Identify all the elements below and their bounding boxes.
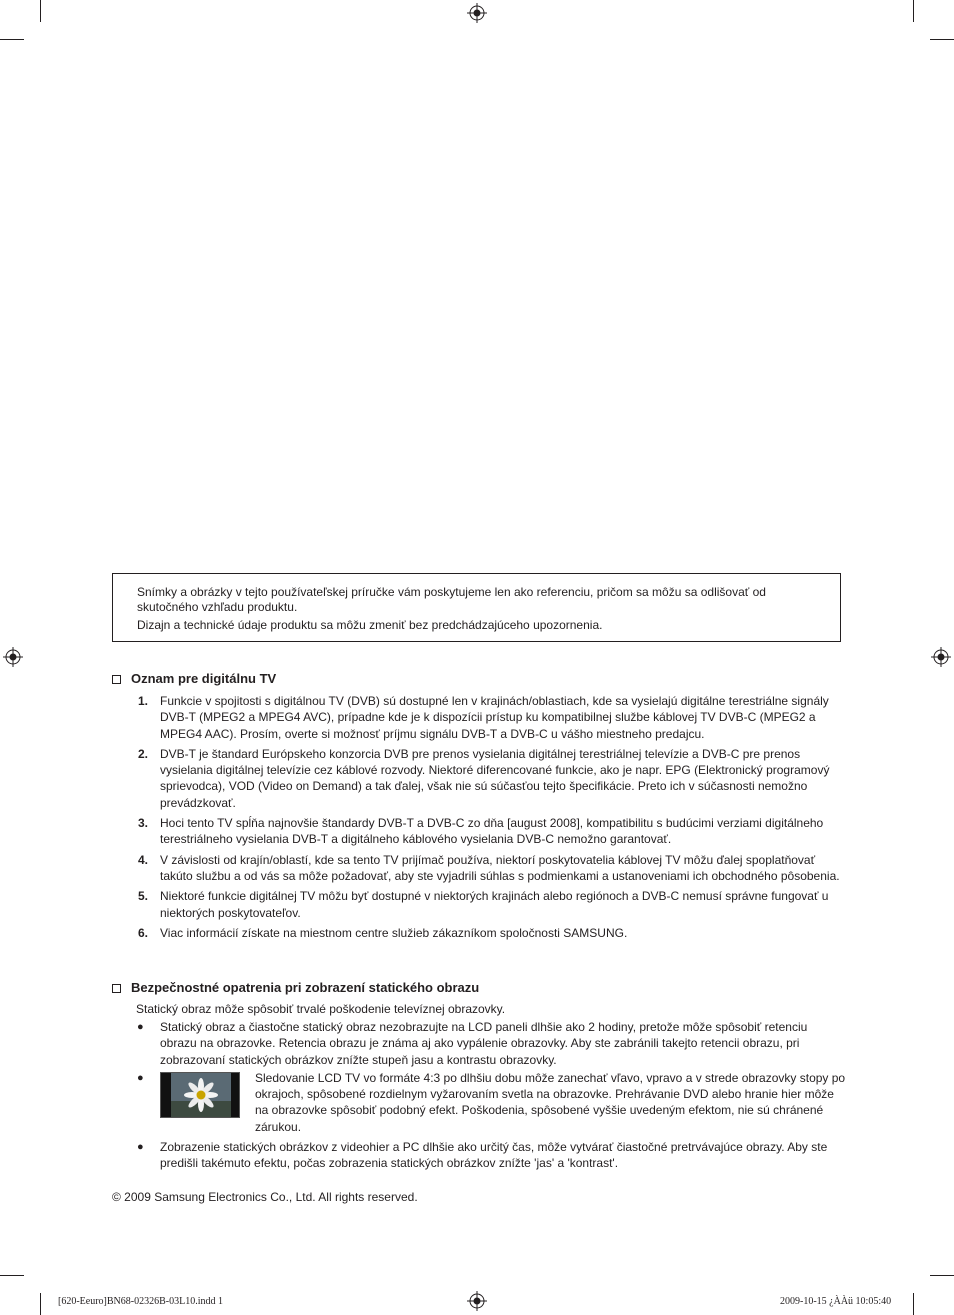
crop-mark [930,39,954,40]
item-text: Niektoré funkcie digitálnej TV môžu byť dostupné v niektorých krajinách alebo regiónoch a DVB-C nemusí správne fungovať u niektorých poskytovateľov. [160,889,829,920]
item-text: Viac informácií získate na miestnom centre služieb zákazníkom spoločnosti SAMSUNG. [160,925,628,940]
list-item [136,925,846,941]
square-box-icon [112,984,121,993]
numbered-list [136,693,846,945]
bullet-list [136,1019,846,1173]
item-number: 4. [138,852,149,867]
list-item [136,888,846,921]
registration-mark-icon [931,647,951,667]
print-slug-left: [620-Eeuro]BN68-02326B-03L10.indd 1 [58,1296,223,1307]
registration-mark-icon [3,647,23,667]
item-text: Funkcie v spojitosti s digitálnou TV (DVB) sú dostupné len v krajinách/oblastiach, kde sa vysielajú digitálne terestriálne signály DVB-T (MPEG2 a MPEG4 AVC), prípadne kde je k dispozícii prístup ku kompatibilnej službe káblovej TV DVB-C (MPEG2 a MPEG4 AAC). Prosím, overte si možnosť príjmu signálu DVB-T a DVB-C u vášho miestneho predajcu. [160,694,829,741]
section-heading [112,671,276,687]
flower-picture [161,1073,240,1118]
crop-mark [0,39,24,40]
item-number: 6. [138,925,149,940]
item-text: Hoci tento TV spĺňa najnovšie štandardy DVB-T a DVB-C zo dňa [august 2008], kompatibilitu s budúcimi verziami digitálneho terestriálneho vysielania DVB-T a digitálneho káblového vysielania DVB-C nemožno garantovať. [160,816,824,847]
section-intro: Statický obraz môže spôsobiť trvalé poškodenie televíznej obrazovky. [136,1002,506,1016]
list-item [136,815,846,848]
notice-box [112,573,841,642]
item-number: 3. [138,816,149,831]
notice-line: Snímky a obrázky v tejto používateľskej príručke vám poskytujeme len ako referenciu, pričom sa môžu sa odlišovať od skutočného vzhľadu produktu. [137,585,766,614]
crop-mark [40,1293,41,1315]
list-item [136,746,846,811]
list-item [136,1019,846,1068]
notice-line: Dizajn a technické údaje produktu sa môžu zmeniť bez predchádzajúceho upozornenia. [137,618,603,632]
list-item [136,1070,846,1136]
section-title: Bezpečnostné opatrenia pri zobrazení statického obrazu [131,980,480,995]
bullet-icon: ● [137,1071,144,1084]
crop-mark [930,1275,954,1276]
bullet-icon: ● [137,1021,144,1033]
registration-mark-icon [467,3,487,23]
print-slug-right: 2009-10-15 ¿ÀÀü 10:05:40 [780,1296,892,1307]
bullet-icon: ● [137,1140,144,1153]
list-item [136,1139,846,1172]
section-heading [112,980,479,996]
item-text: Statický obraz a čiastočne statický obraz nezobrazujte na LCD paneli dlhšie ako 2 hodiny, pretože môže spôsobiť retenciu obrazu na obrazovke. Retencia obrazu je známa aj ako vypálenie obrazovky. Aby ste zabránili takejto retencii obrazu, pri zobrazovaní statických obrázkov znížte stupeň jasu a kontrastu obrazovky. [160,1020,808,1067]
crop-mark [0,1275,24,1276]
item-text: Sledovanie LCD TV vo formáte 4:3 po dlhšiu dobu môže zanechať vľavo, vpravo a v strede obrazovky stopy po okrajoch, spôsobené rozdielnym vyžarovaním svetla na obrazovke. Prehrávanie DVD alebo hranie hier môže na obrazovke spôsobiť podobný efekt. Poškodenia, spôsobené vyššie uvedeným efektom, nie sú chránené zárukou. [255,1070,846,1134]
copyright-text: © 2009 Samsung Electronics Co., Ltd. All rights reserved. [112,1190,418,1204]
tv-flower-image [160,1072,240,1118]
item-number: 1. [138,694,149,708]
section-title: Oznam pre digitálnu TV [131,671,277,686]
square-box-icon [112,675,121,684]
item-number: 2. [138,746,149,761]
item-text: DVB-T je štandard Európskeho konzorcia DVB pre prenos vysielania digitálnej terestriálnej televízie a DVB-C pre prenos vysielania digitálnej televízie cez káblové rozvody. Niektoré diferencované funkcie, ako je napr. EPG (Elektronický programový sprievodca), VOD (Video on Demand) a tak ďalej, však nie sú súčasťou tejto špecifikácie. Preto ich v súčasnosti nemožno prevádzkovať. [160,746,830,810]
registration-mark-icon [467,1291,487,1311]
item-text: V závislosti od krajín/oblastí, kde sa tento TV prijímač používa, niektorí poskytovatelia káblovej TV môžu ďalej spoplatňovať takúto službu a od vás sa môže požadovať, aby ste vyjadrili súhlas s podmienkami a ustanoveniami ich obchodného pôsobenia. [160,852,840,883]
item-text: Zobrazenie statických obrázkov z videohier a PC dlhšie ako určitý čas, môže vytvárať čiastočné pretrvávajúce obrazy. Aby ste predišli takémuto efektu, počas zobrazenia statických obrázkov znížte 'jas' a 'kontrast'. [160,1139,828,1171]
crop-mark [913,0,914,22]
list-item [136,693,846,742]
crop-mark [913,1293,914,1315]
list-item [136,852,846,885]
item-number: 5. [138,889,149,904]
crop-mark [40,0,41,22]
